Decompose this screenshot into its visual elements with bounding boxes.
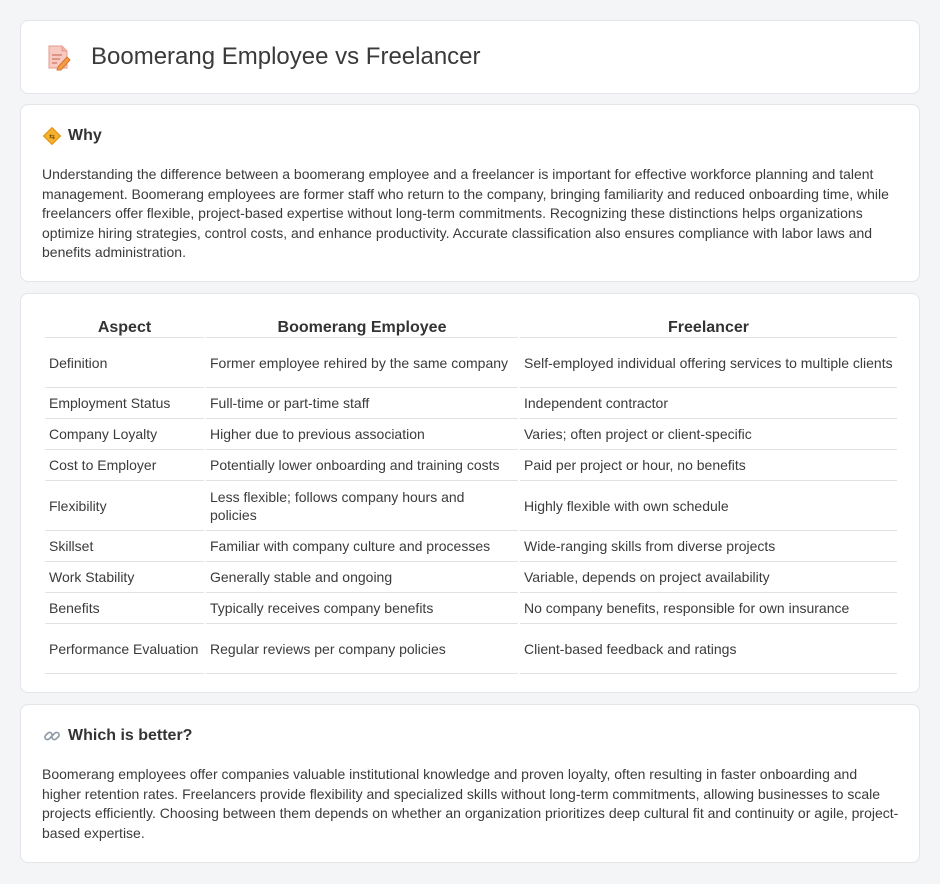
table-cell-aspect: Cost to Employer (45, 450, 204, 481)
comparison-table (43, 316, 899, 674)
table-cell-boomerang: Former employee rehired by the same company (206, 338, 518, 388)
which-is-better-section (20, 704, 920, 863)
column-header-freelancer: Freelancer (520, 316, 897, 338)
table-cell-aspect: Skillset (45, 531, 204, 562)
table-cell-freelancer: Self-employed individual offering services to multiple clients (520, 338, 897, 388)
table-cell-freelancer: Client-based feedback and ratings (520, 624, 897, 674)
table-row (45, 388, 897, 419)
table-cell-aspect: Work Stability (45, 562, 204, 593)
table-cell-aspect: Flexibility (45, 481, 204, 531)
table-cell-boomerang: Generally stable and ongoing (206, 562, 518, 593)
table-cell-freelancer: No company benefits, responsible for own insurance (520, 593, 897, 624)
table-cell-freelancer: Highly flexible with own schedule (520, 481, 897, 531)
page-title: Boomerang Employee vs Freelancer (91, 43, 481, 70)
column-header-aspect: Aspect (45, 316, 204, 338)
table-cell-boomerang: Less flexible; follows company hours and policies (206, 481, 518, 531)
table-row (45, 624, 897, 674)
table-cell-boomerang: Familiar with company culture and processes (206, 531, 518, 562)
better-text: Boomerang employees offer companies valuable institutional knowledge and proven loyalty, often resulting in faster onboarding and higher retention rates. Freelancers provide flexibility and specialized skills without long-term commitments, allowing businesses to scale projects efficiently. Choosing between them depends on whether an organization prioritizes deep cultural fit and continuity or agile, project-based expertise. (42, 766, 899, 841)
table-cell-boomerang: Typically receives company benefits (206, 593, 518, 624)
diamond-sign-icon (43, 127, 61, 145)
table-cell-boomerang: Regular reviews per company policies (206, 624, 518, 674)
column-header-boomerang: Boomerang Employee (206, 316, 518, 338)
table-row (45, 481, 897, 531)
table-cell-aspect: Performance Evaluation (45, 624, 204, 674)
better-heading-row (43, 727, 192, 745)
table-row (45, 562, 897, 593)
table-cell-boomerang: Potentially lower onboarding and training costs (206, 450, 518, 481)
document-edit-icon (45, 43, 71, 71)
why-heading-row (43, 127, 102, 145)
why-section (20, 104, 920, 282)
title-row (45, 43, 481, 71)
table-cell-freelancer: Variable, depends on project availability (520, 562, 897, 593)
why-text: Understanding the difference between a boomerang employee and a freelancer is important for effective workforce planning and talent management. Boomerang employees are former staff who return to the company, bringing familiarity and reduced onboarding time, while freelancers offer flexible, project-based expertise without long-term commitments. Recognizing these distinctions helps organizations optimize hiring strategies, control costs, and enhance productivity. Accurate classification also ensures compliance with labor laws and benefits administration. (42, 166, 889, 261)
table-cell-freelancer: Paid per project or hour, no benefits (520, 450, 897, 481)
table-cell-aspect: Company Loyalty (45, 419, 204, 450)
better-heading: Which is better? (68, 727, 193, 744)
table-row (45, 531, 897, 562)
table-cell-aspect: Benefits (45, 593, 204, 624)
table-cell-freelancer: Varies; often project or client-specific (520, 419, 897, 450)
table-cell-freelancer: Wide-ranging skills from diverse projects (520, 531, 897, 562)
table-cell-boomerang: Higher due to previous association (206, 419, 518, 450)
header-card (20, 20, 920, 94)
table-cell-freelancer: Independent contractor (520, 388, 897, 419)
table-header-row (45, 316, 897, 338)
table-cell-boomerang: Full-time or part-time staff (206, 388, 518, 419)
table-cell-aspect: Employment Status (45, 388, 204, 419)
why-heading: Why (68, 127, 102, 144)
table-cell-aspect: Definition (45, 338, 204, 388)
table-row (45, 450, 897, 481)
table-row (45, 338, 897, 388)
table-row (45, 593, 897, 624)
svg-text:⇆: ⇆ (49, 133, 55, 141)
link-icon (43, 727, 61, 745)
table-row (45, 419, 897, 450)
comparison-section (20, 293, 920, 693)
